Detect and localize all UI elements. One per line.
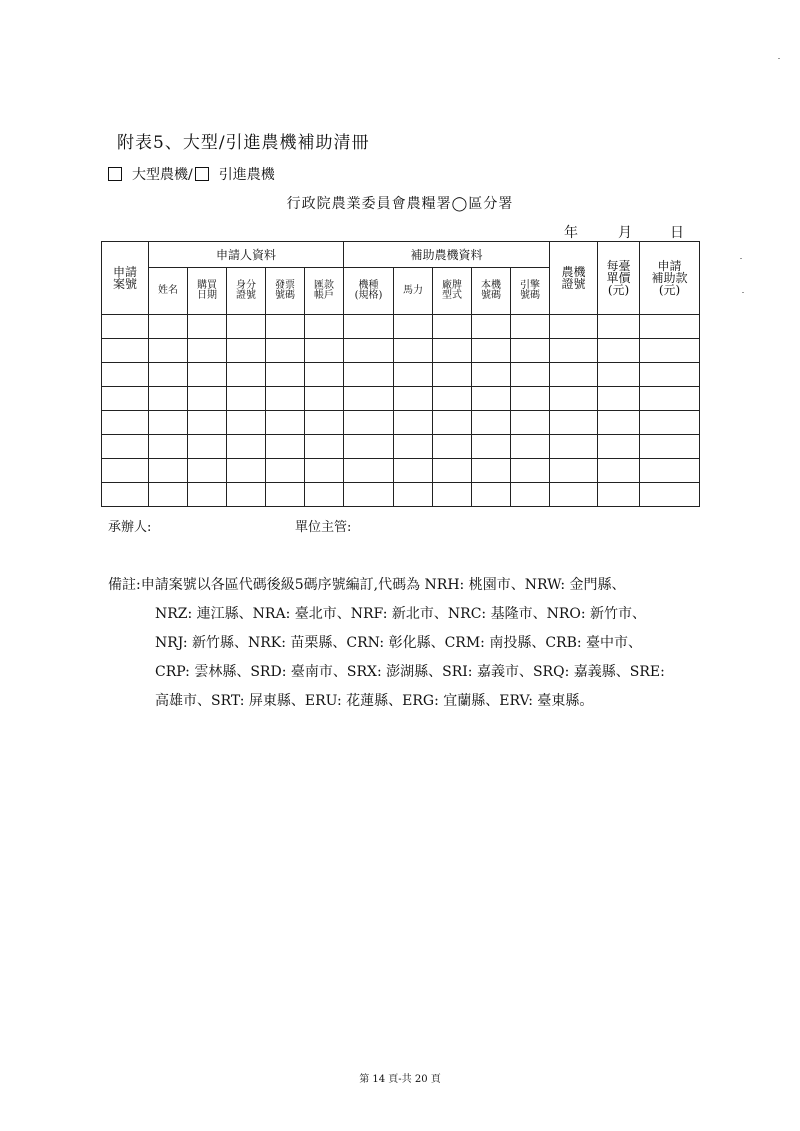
table-cell[interactable] (550, 411, 598, 435)
table-cell[interactable] (266, 411, 305, 435)
table-cell[interactable] (511, 363, 550, 387)
table-cell[interactable] (344, 315, 394, 339)
table-cell[interactable] (227, 363, 266, 387)
remarks-line: NRJ: 新竹縣、NRK: 苗栗縣、CRN: 彰化縣、CRM: 南投縣、CRB: 臺中市、 (155, 635, 643, 651)
table-cell[interactable] (227, 411, 266, 435)
table-cell[interactable] (511, 411, 550, 435)
table-cell[interactable] (433, 411, 472, 435)
table-cell[interactable] (433, 315, 472, 339)
table-cell[interactable] (472, 459, 511, 483)
table-cell[interactable] (433, 387, 472, 411)
table-cell[interactable] (640, 363, 700, 387)
table-row (102, 387, 700, 411)
table-cell[interactable] (598, 411, 640, 435)
table-cell[interactable] (188, 411, 227, 435)
table-cell[interactable] (472, 435, 511, 459)
table-row (102, 339, 700, 363)
import-machine-checkbox[interactable] (195, 167, 209, 181)
header-machine-no: 本機 號碼 (472, 268, 511, 315)
table-cell[interactable] (550, 315, 598, 339)
table-cell[interactable] (344, 339, 394, 363)
table-cell[interactable] (305, 459, 344, 483)
table-cell[interactable] (188, 315, 227, 339)
table-cell[interactable] (433, 483, 472, 507)
table-cell[interactable] (188, 387, 227, 411)
table-cell[interactable] (640, 339, 700, 363)
table-cell[interactable] (149, 339, 188, 363)
table-cell[interactable] (550, 459, 598, 483)
remarks-line: 備註:申請案號以各區代碼後級5碼序號編訂,代碼為 NRH: 桃園市、NRW: 金門縣、 (108, 577, 626, 593)
table-cell[interactable] (550, 339, 598, 363)
table-cell[interactable] (344, 363, 394, 387)
table-cell[interactable] (305, 315, 344, 339)
table-cell[interactable] (305, 483, 344, 507)
large-machine-label: 大型農機/ (132, 167, 193, 183)
table-cell[interactable] (344, 411, 394, 435)
remarks-line: 高雄市、SRT: 屏東縣、ERU: 花蓮縣、ERG: 宜蘭縣、ERV: 臺東縣。 (155, 693, 594, 709)
date-year: 年 (564, 225, 578, 241)
table-cell[interactable] (188, 459, 227, 483)
table-cell[interactable] (102, 315, 149, 339)
table-cell[interactable] (266, 315, 305, 339)
table-cell[interactable] (305, 387, 344, 411)
table-cell[interactable] (188, 435, 227, 459)
table-cell[interactable] (550, 435, 598, 459)
remarks (108, 571, 698, 716)
table-row (102, 483, 700, 507)
header-horsepower: 馬力 (394, 268, 433, 315)
header-subsidy: 申請 補助款 (元) (640, 242, 700, 315)
subsidy-table (101, 241, 700, 507)
table-cell[interactable] (394, 315, 433, 339)
table-cell[interactable] (598, 339, 640, 363)
table-cell[interactable] (227, 435, 266, 459)
table-row (102, 435, 700, 459)
table-cell[interactable] (227, 339, 266, 363)
table-cell[interactable] (102, 435, 149, 459)
header-account: 匯款 帳戶 (305, 268, 344, 315)
table-cell[interactable] (472, 315, 511, 339)
machine-type-options (108, 164, 275, 184)
table-row (102, 363, 700, 387)
table-cell[interactable] (394, 483, 433, 507)
table-cell[interactable] (511, 435, 550, 459)
table-cell[interactable] (394, 459, 433, 483)
table-cell[interactable] (266, 459, 305, 483)
table-cell[interactable] (149, 483, 188, 507)
table-cell[interactable] (227, 483, 266, 507)
table-cell[interactable] (394, 363, 433, 387)
table-cell[interactable] (188, 339, 227, 363)
table-cell[interactable] (149, 363, 188, 387)
table-cell[interactable] (227, 459, 266, 483)
table-cell[interactable] (344, 435, 394, 459)
remarks-line: NRZ: 連江縣、NRA: 臺北市、NRF: 新北市、NRC: 基隆市、NRO: 新竹市、 (155, 606, 647, 622)
table-cell[interactable] (472, 363, 511, 387)
table-cell[interactable] (433, 435, 472, 459)
table-cell[interactable] (102, 483, 149, 507)
table-cell[interactable] (305, 411, 344, 435)
header-machine-group: 補助農機資料 (344, 242, 550, 268)
table-cell[interactable] (511, 483, 550, 507)
remarks-line: CRP: 雲林縣、SRD: 臺南市、SRX: 澎湖縣、SRI: 嘉義市、SRQ: 嘉義縣、SRE: (155, 664, 665, 680)
table-cell[interactable] (472, 339, 511, 363)
header-brand: 廠牌 型式 (433, 268, 472, 315)
table-cell[interactable] (149, 315, 188, 339)
table-cell[interactable] (266, 483, 305, 507)
table-cell[interactable] (598, 315, 640, 339)
header-model: 機種 (規格) (344, 268, 394, 315)
header-name: 姓名 (149, 268, 188, 315)
header-id-no: 身分 證號 (227, 268, 266, 315)
table-cell[interactable] (394, 387, 433, 411)
table-cell[interactable] (305, 363, 344, 387)
import-machine-label: 引進農機 (218, 167, 275, 183)
table-cell[interactable] (640, 387, 700, 411)
form-title: 附表5、大型/引進農機補助清冊 (117, 133, 370, 153)
table-cell[interactable] (598, 387, 640, 411)
table-cell[interactable] (102, 411, 149, 435)
table-cell[interactable] (472, 387, 511, 411)
header-applicant-group: 申請人資料 (149, 242, 344, 268)
table-cell[interactable] (188, 363, 227, 387)
table-cell[interactable] (149, 459, 188, 483)
table-cell[interactable] (102, 459, 149, 483)
table-row (102, 459, 700, 483)
table-cell[interactable] (394, 411, 433, 435)
header-purchase-date: 購買 日期 (188, 268, 227, 315)
table-cell[interactable] (344, 459, 394, 483)
table-cell[interactable] (640, 315, 700, 339)
table-cell[interactable] (227, 315, 266, 339)
table-cell[interactable] (511, 315, 550, 339)
table-cell[interactable] (102, 363, 149, 387)
table-cell[interactable] (433, 363, 472, 387)
table-cell[interactable] (511, 459, 550, 483)
table-cell[interactable] (394, 435, 433, 459)
table-cell[interactable] (598, 459, 640, 483)
table-body (102, 315, 700, 507)
header-invoice-no: 發票 號碼 (266, 268, 305, 315)
supervisor-label: 單位主管: (295, 520, 352, 535)
table-cell[interactable] (344, 387, 394, 411)
handler-label: 承辦人: (108, 520, 152, 535)
date-month: 月 (618, 225, 632, 241)
table-cell[interactable] (227, 387, 266, 411)
table-cell[interactable] (598, 435, 640, 459)
header-cert: 農機 證號 (550, 242, 598, 315)
table-cell[interactable] (550, 363, 598, 387)
table-cell[interactable] (640, 435, 700, 459)
table-cell[interactable] (266, 339, 305, 363)
table-row (102, 315, 700, 339)
table-cell[interactable] (188, 483, 227, 507)
table-cell[interactable] (305, 339, 344, 363)
table-row (102, 411, 700, 435)
table-cell[interactable] (640, 459, 700, 483)
table-cell[interactable] (149, 411, 188, 435)
header-case-no: 申請 案號 (102, 242, 149, 315)
header-unit-price: 每臺 單價 (元) (598, 242, 640, 315)
table-cell[interactable] (511, 339, 550, 363)
table-cell[interactable] (598, 483, 640, 507)
date-day: 日 (670, 225, 684, 241)
table-cell[interactable] (266, 363, 305, 387)
table-cell[interactable] (102, 387, 149, 411)
large-machine-checkbox[interactable] (108, 167, 122, 181)
header-engine-no: 引擎 號碼 (511, 268, 550, 315)
table-cell[interactable] (149, 435, 188, 459)
table-cell[interactable] (266, 387, 305, 411)
table-cell[interactable] (472, 411, 511, 435)
table-cell[interactable] (344, 483, 394, 507)
table-cell[interactable] (640, 411, 700, 435)
table-cell[interactable] (305, 435, 344, 459)
table-cell[interactable] (511, 387, 550, 411)
table-cell[interactable] (550, 387, 598, 411)
table-cell[interactable] (394, 339, 433, 363)
table-cell[interactable] (102, 339, 149, 363)
agency-name: 行政院農業委員會農糧署◯區分署 (286, 196, 514, 212)
table-cell[interactable] (640, 483, 700, 507)
table-cell[interactable] (598, 363, 640, 387)
table-cell[interactable] (433, 459, 472, 483)
page-number: 第 14 頁-共 20 頁 (359, 1074, 441, 1085)
table-cell[interactable] (433, 339, 472, 363)
table-cell[interactable] (266, 435, 305, 459)
table-cell[interactable] (472, 483, 511, 507)
table-cell[interactable] (149, 387, 188, 411)
table-cell[interactable] (550, 483, 598, 507)
